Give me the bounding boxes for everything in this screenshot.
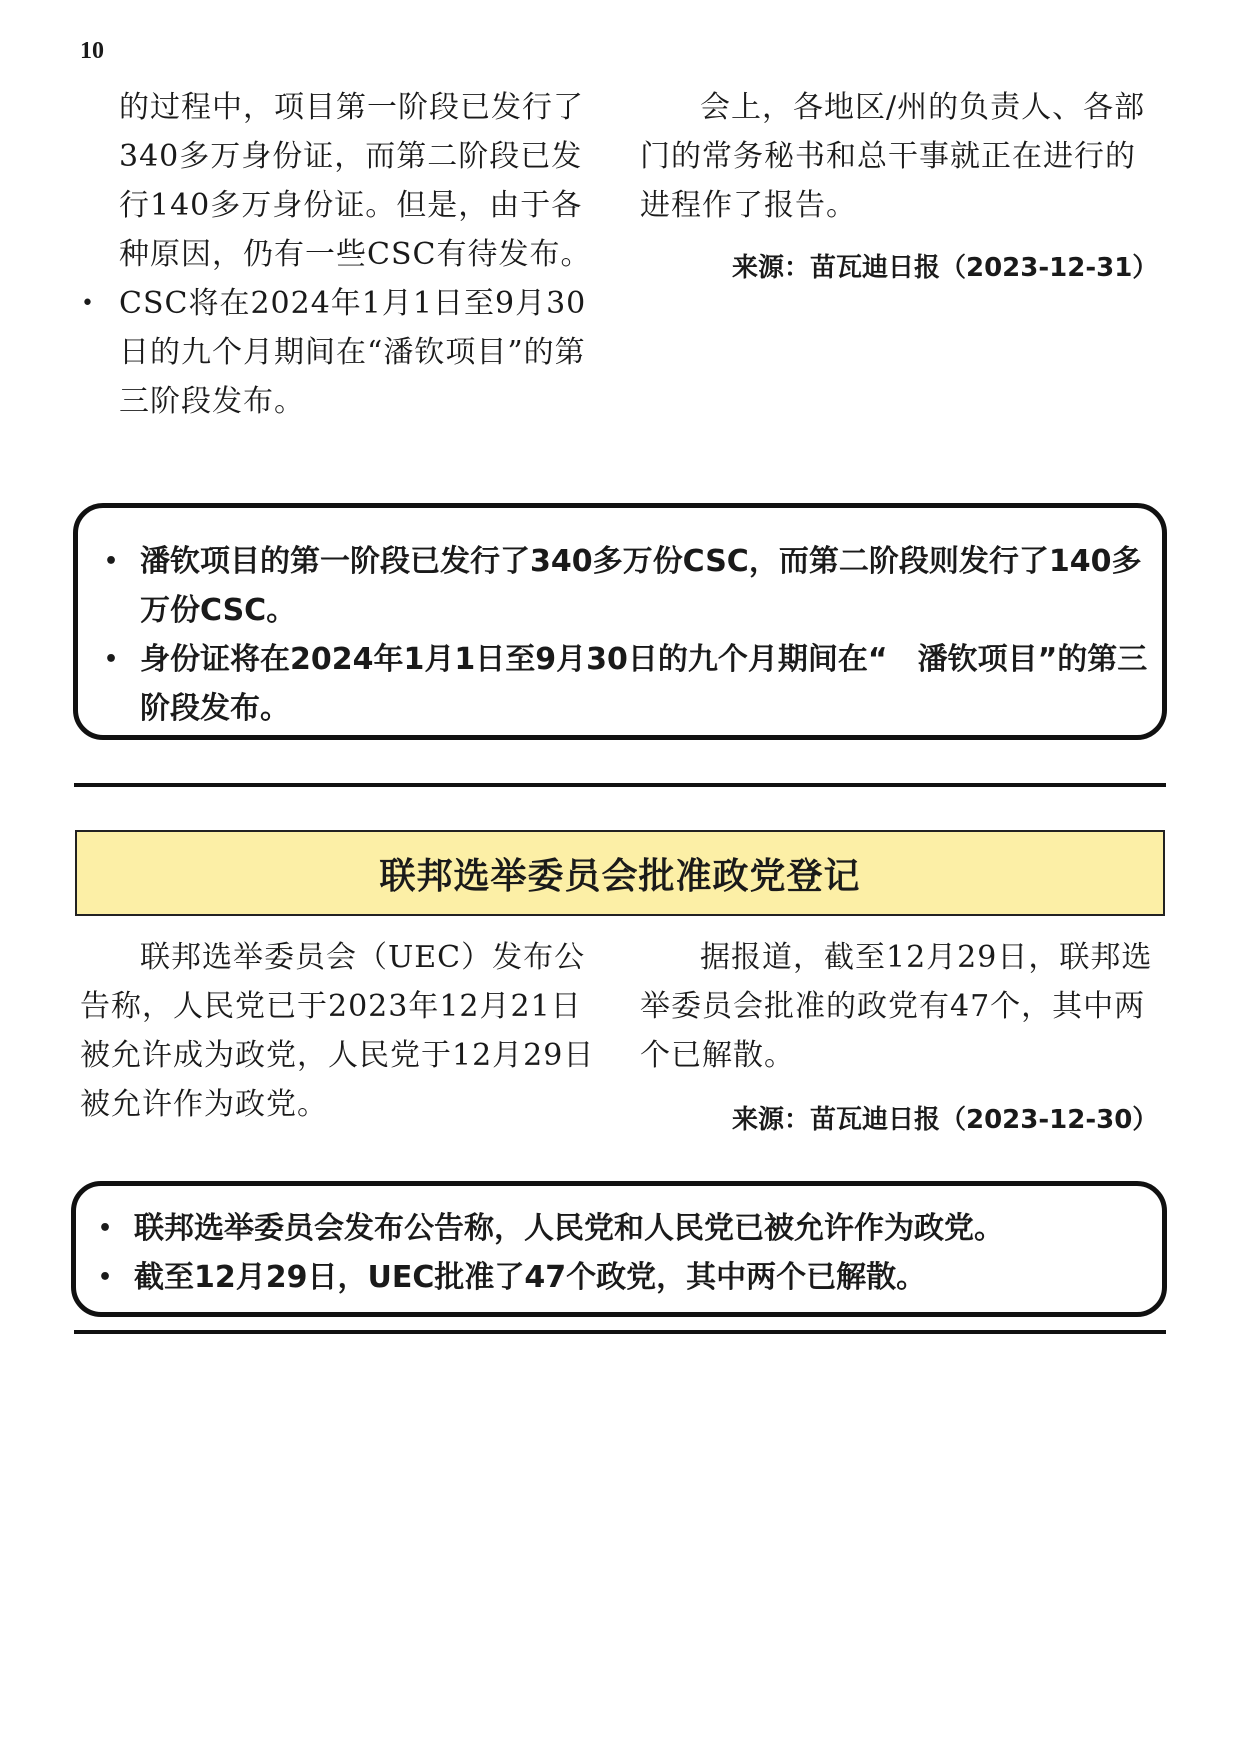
article1-summary-box	[73, 503, 1167, 740]
page-number: 10	[80, 38, 104, 64]
article1-left-column	[119, 83, 603, 426]
article2-summary-item: • 截至12月29日，UEC批准了47个政党，其中两个已解散。	[88, 1253, 1148, 1302]
article1-source: 来源：苗瓦迪日报（2023-12-31）	[732, 253, 1159, 283]
section-divider	[74, 783, 1166, 787]
article1-right-column	[640, 83, 1160, 230]
article1-right-paragraph: 会上，各地区/州的负责人、各部门的常务秘书和总干事就正在进行的进程作了报告。	[640, 90, 1146, 223]
article1-summary-item: • 潘钦项目的第一阶段已发行了340多万份CSC，而第二阶段则发行了140多万份CSC。	[94, 537, 1148, 635]
article2-right-paragraph: 据报道，截至12月29日，联邦选举委员会批准的政党有47个，其中两个已解散。	[640, 940, 1153, 1073]
article2-summary-box	[71, 1181, 1167, 1317]
article2-right-column	[640, 933, 1160, 1080]
article1-left-paragraph: 的过程中，项目第一阶段已发行了340多万身份证，而第二阶段已发行140多万身份证。但是，由于各种原因，仍有一些CSC有待发布。	[119, 90, 592, 272]
section-divider	[74, 1330, 1166, 1334]
article2-left-column	[80, 933, 600, 1129]
article2-summary-item: • 联邦选举委员会发布公告称，人民党和人民党已被允许作为政党。	[88, 1204, 1148, 1253]
article2-headline: 联邦选举委员会批准政党登记	[75, 830, 1165, 916]
article1-left-bullet: • CSC将在2024年1月1日至9月30日的九个月期间在“潘钦项目”的第三阶段发布。	[82, 279, 603, 426]
article1-summary-item: • 身份证将在2024年1月1日至9月30日的九个月期间在“ 潘钦项目”的第三阶段发布。	[94, 635, 1148, 733]
article2-left-paragraph: 联邦选举委员会（UEC）发布公告称，人民党已于2023年12月21日被允许成为政党，人民党于12月29日被允许作为政党。	[80, 940, 595, 1122]
article2-source: 来源：苗瓦迪日报（2023-12-30）	[732, 1105, 1159, 1135]
